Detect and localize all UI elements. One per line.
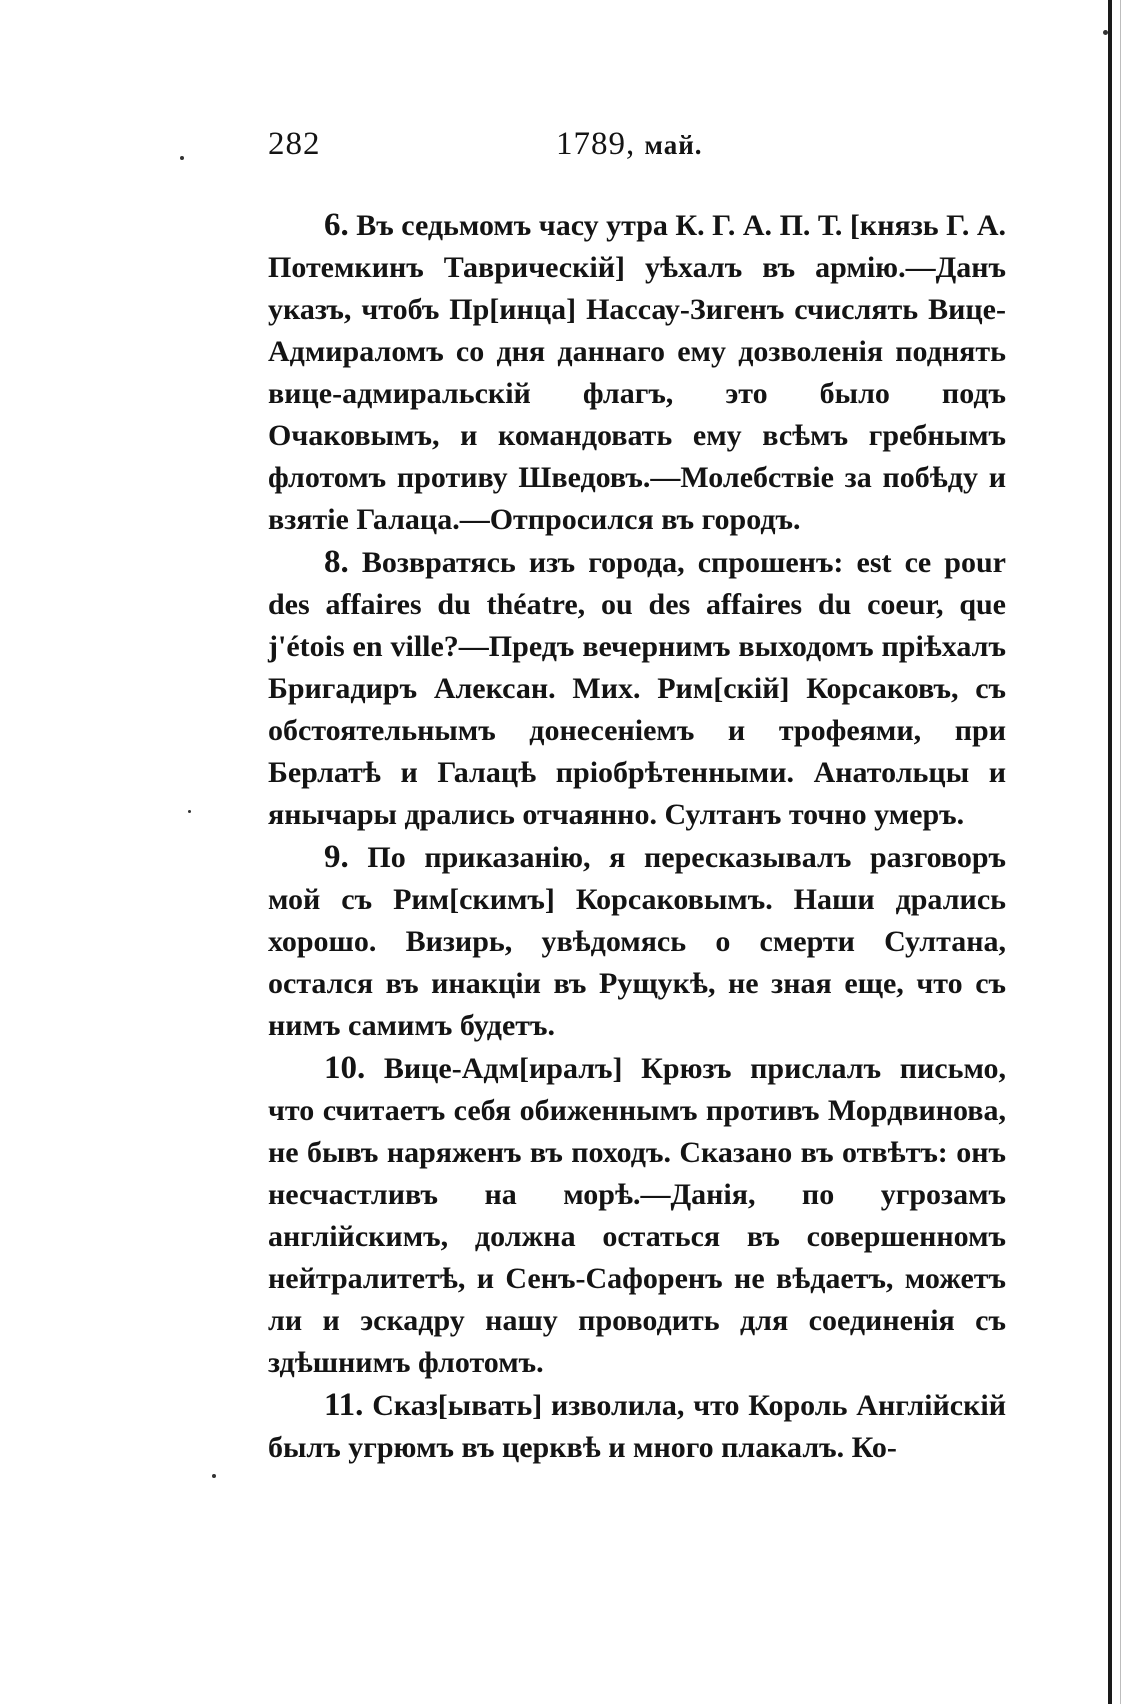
entry-day-number: 9. xyxy=(324,839,349,875)
running-title-month: май. xyxy=(644,130,703,160)
entry-day-number: 6. xyxy=(324,207,349,243)
entry-day-number: 11. xyxy=(324,1387,364,1423)
running-title xyxy=(556,126,703,163)
entry-text: Сказ[ывать] изволила, что Король Англійскій былъ угрюмъ въ церквѣ и много плакалъ. Ко- xyxy=(268,1389,1006,1464)
print-speck xyxy=(1103,30,1108,35)
running-head xyxy=(268,126,1006,170)
diary-entry xyxy=(268,1047,1006,1384)
print-speck xyxy=(180,156,184,160)
entry-text: По приказанію, я пересказывалъ разговоръ мой съ Рим[скимъ] Корсаковымъ. Наши дрались хорошо. Визирь, увѣдомясь о смерти Султана, остался въ инакціи въ Рущукѣ, не зная еще, что съ нимъ самимъ будетъ. xyxy=(268,841,1006,1042)
print-speck xyxy=(188,810,191,813)
diary-entry xyxy=(268,1384,1006,1469)
diary-entry xyxy=(268,541,1006,836)
page-outer-edge xyxy=(1120,0,1121,1704)
body-text xyxy=(268,204,1006,1469)
entry-day-number: 10. xyxy=(324,1050,366,1086)
diary-entry xyxy=(268,204,1006,541)
entry-text: Въ седьмомъ часу утра К. Г. А. П. Т. [князь Г. А. Потемкинъ Таврическій] уѣхалъ въ армію.—Данъ указъ, чтобъ Пр[инца] Нассау-Зигенъ счислять Вице-Адмираломъ со дня даннаго ему дозволенія поднять вице-адмиральскій флагъ, это было подъ Очаковымъ, и командовать ему всѣмъ гребнымъ флотомъ противу Шведовъ.—Молебствіе за побѣду и взятіе Галаца.—Отпросился въ городъ. xyxy=(268,209,1006,536)
entry-day-number: 8. xyxy=(324,544,349,580)
running-title-year: 1789, xyxy=(556,126,636,162)
page-number: 282 xyxy=(268,126,321,162)
page-binding-edge xyxy=(1108,0,1112,1704)
diary-entry xyxy=(268,836,1006,1047)
entry-text: Вице-Адм[иралъ] Крюзъ прислалъ письмо, что считаетъ себя обиженнымъ противъ Мордвинова, не бывъ наряженъ въ походъ. Сказано въ отвѣтъ: онъ несчастливъ на морѣ.—Данія, по угрозамъ англійскимъ, должна остаться въ совершенномъ нейтралитетѣ, и Сенъ-Сафоренъ не вѣдаетъ, можетъ ли и эскадру нашу проводить для соединенія съ здѣшнимъ флотомъ. xyxy=(268,1052,1006,1379)
print-speck xyxy=(212,1474,216,1478)
entry-text: Возвратясь изъ города, спрошенъ: est ce pour des affaires du théatre, ou des affaires du coeur, que j'étois en ville?—Предъ вечернимъ выходомъ пріѣхалъ Бригадиръ Алексан. Мих. Рим[скій] Корсаковъ, съ обстоятельнымъ донесеніемъ и трофеями, при Берлатѣ и Галацѣ пріобрѣтенными. Анатольцы и янычары дрались отчаянно. Султанъ точно умеръ. xyxy=(268,546,1006,831)
